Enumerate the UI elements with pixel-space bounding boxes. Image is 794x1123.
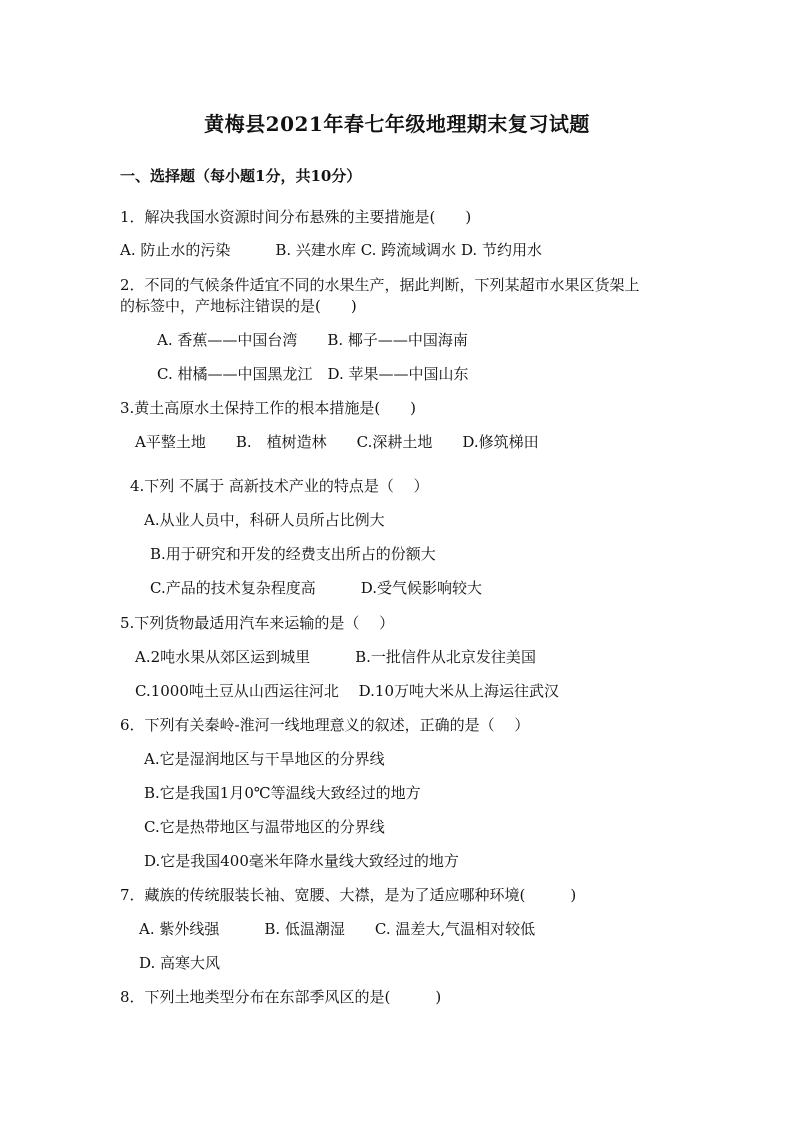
question-3-options: A平整土地 B. 植树造林 C.深耕土地 D.修筑梯田	[135, 433, 539, 451]
page-title: 黄梅县2021年春七年级地理期末复习试题	[204, 112, 590, 136]
question-5-stem: 5.下列货物最适用汽车来运输的是（ ）	[120, 614, 395, 632]
question-5-options-ab: A.2吨水果从郊区运到城里 B.一批信件从北京发往美国	[135, 648, 536, 666]
question-4-option-b: B.用于研究和开发的经费支出所占的份额大	[150, 545, 436, 563]
question-1-stem: 1．解决我国水资源时间分布悬殊的主要措施是( )	[120, 208, 472, 226]
question-6-option-b: B.它是我国1月0℃等温线大致经过的地方	[144, 784, 421, 802]
question-2-options-line1: A. 香蕉——中国台湾 B. 椰子——中国海南	[157, 331, 468, 349]
question-4-options-cd: C.产品的技术复杂程度高 D.受气候影响较大	[150, 579, 482, 597]
question-7-option-d: D. 高寒大风	[139, 954, 221, 972]
question-1-options: A. 防止水的污染 B. 兴建水库 C. 跨流域调水 D. 节约用水	[120, 241, 542, 259]
question-4-option-a: A.从业人员中，科研人员所占比例大	[144, 511, 385, 529]
question-8-stem: 8．下列土地类型分布在东部季风区的是( )	[120, 988, 442, 1006]
question-7-stem: 7．藏族的传统服装长袖、宽腰、大襟，是为了适应哪种环境( )	[120, 886, 577, 904]
question-2-stem-line2: 的标签中，产地标注错误的是( )	[120, 297, 357, 315]
question-2-stem-line1: 2．不同的气候条件适宜不同的水果生产，据此判断，下列某超市水果区货架上	[120, 276, 640, 294]
question-5-options-cd: C.1000吨土豆从山西运往河北 D.10万吨大米从上海运往武汉	[135, 682, 560, 700]
question-6-option-d: D.它是我国400毫米年降水量线大致经过的地方	[144, 852, 459, 870]
question-6-stem: 6．下列有关秦岭-淮河一线地理意义的叙述，正确的是（ ）	[120, 716, 530, 734]
section-heading: 一、选择题（每小题1分，共10分）	[120, 167, 362, 185]
question-6-option-c: C.它是热带地区与温带地区的分界线	[144, 818, 385, 836]
question-4-stem: 4.下列 不属于 高新技术产业的特点是（ ）	[130, 477, 429, 495]
question-2-options-line2: C. 柑橘——中国黑龙江 D. 苹果——中国山东	[157, 365, 469, 383]
question-6-option-a: A.它是湿润地区与干旱地区的分界线	[144, 750, 385, 768]
question-3-stem: 3.黄土高原水土保持工作的根本措施是( )	[120, 399, 417, 417]
question-7-options-abc: A. 紫外线强 B. 低温潮湿 C. 温差大,气温相对较低	[139, 920, 536, 938]
